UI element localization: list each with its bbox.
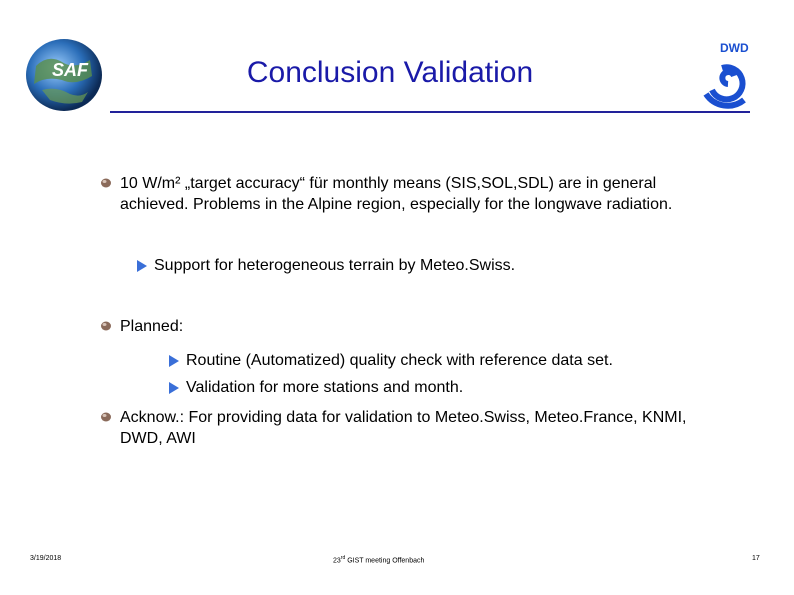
footer-meeting-number: 23 <box>333 557 341 565</box>
saf-globe-logo <box>22 36 106 114</box>
subbullet-routine <box>168 351 768 372</box>
bullet-planned <box>100 317 700 338</box>
triangle-marker-icon <box>168 354 180 368</box>
bullet-text: 10 W/m² „target accuracy“ für monthly means (SIS,SOL,SDL) are in general achieved. Problems in the Alpine region, especially for the longwave radiation. <box>120 175 673 213</box>
subbullet-text: Support for heterogeneous terrain by Meteo.Swiss. <box>154 257 516 274</box>
footer-meeting-ordinal: rd <box>340 555 346 561</box>
bullet-marker-icon <box>100 411 112 423</box>
footer-meeting <box>333 555 463 564</box>
logo-text: SAF <box>52 60 88 80</box>
subbullet-validation <box>168 378 768 399</box>
bullet-marker-icon <box>100 177 112 189</box>
subbullet-terrain <box>136 256 736 277</box>
footer-meeting-name: GIST meeting Offenbach <box>345 557 425 565</box>
page-number: 17 <box>752 555 760 562</box>
bullet-acknowledgement <box>100 408 720 449</box>
bullet-text: Planned: <box>120 318 184 335</box>
footer-date: 3/19/2018 <box>30 555 62 562</box>
subbullet-text: Routine (Automatized) quality check with reference data set. <box>186 352 613 369</box>
slide-title: Conclusion Validation <box>246 56 534 89</box>
title-rule <box>110 111 750 113</box>
dwd-logo <box>698 38 756 116</box>
bullet-text: Acknow.: For providing data for validation to Meteo.Swiss, Meteo.France, KNMI, DWD, AWI <box>120 409 687 447</box>
dwd-logo-text: DWD <box>720 41 749 55</box>
subbullet-text: Validation for more stations and month. <box>186 379 464 396</box>
bullet-accuracy <box>100 174 720 215</box>
triangle-marker-icon <box>136 259 148 273</box>
triangle-marker-icon <box>168 381 180 395</box>
bullet-marker-icon <box>100 320 112 332</box>
